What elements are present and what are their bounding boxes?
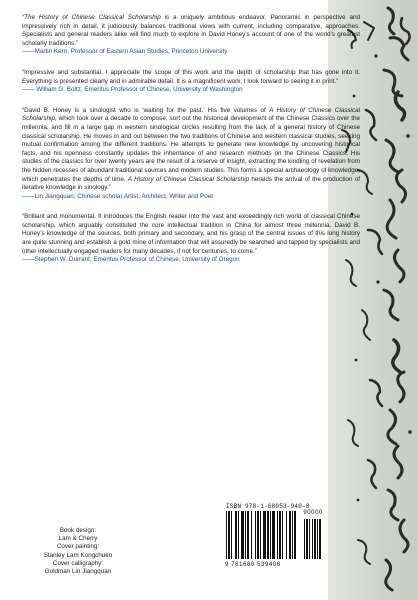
- quote-boltz: [22, 69, 360, 86]
- credit-line: Goldman Lin Jiangquan: [44, 568, 112, 576]
- credit-line: Stanley Lam Kongchuen: [43, 551, 113, 559]
- quote-text: is a uniquely ambitious endeavor. Panoramic in perspective and impressively rich in detail, it judiciously balances traditional views with current, including comparative, approaches. Specialists and general readers alike will find much to explore in David Honey’s account of one of the world’s greatest scholarly traditions.”: [22, 14, 360, 47]
- quote-text: “David B. Honey is a sinologist who is ‘waiting for the past.’ His five volumes of: [22, 106, 270, 114]
- quote-text: A History of Chinese Classical Scholarship: [22, 106, 361, 123]
- quote-text: “Brilliant and monumental. It introduces the English reader into the vast and exceedingly rich world of classical Chinese scholarship, which arguably constituted the core intellectual tradition in China for almost three millennia. David B. Honey’s knowledge of the sources, both primary and secondary, and his grasp of the central issues of this long history are quite stunning and establish a gold mine of information that will assuredly be searched and tapped by specialists and other intellectually engaged readers for many decades, if not for centuries, to come.”: [22, 213, 360, 255]
- isbn-label: ISBN 978-1-68053-940-8: [226, 503, 310, 510]
- attribution-durrant: ——Stephen W. Durrant, Emeritus Professor of Chinese, University of Oregon: [22, 256, 240, 264]
- credits: [22, 527, 134, 576]
- barcode-digits: [225, 510, 325, 568]
- quote-text: , which took over a decade to compose, sort out the historical development of the Chinese Classics over the millennia, and fill in a large gap in western sinological circles resulting from the lack of a general history of Chinese classical scholarship. He moves in and out between the two traditions of Chinese and western classical studies, seeking mutual confirmation among the different traditions. He attempts to generate new knowledge by uncovering historical facts, and his openness constantly updates the inheritance of and research methods on the Chinese Classics. His studies of the classics for over twenty years are the result of a reserve of insight, extracting the kindling of revelation from the hidden recesses of abundant traditional sources and modern studies. This forms a special archaeology of knowledge, which penetrates the depths of time.: [22, 115, 360, 183]
- quote-text: “The History of Chinese Classical Scholarship: [22, 14, 161, 21]
- isbn-barcode: [222, 499, 328, 573]
- quote-kern: [22, 14, 360, 48]
- barcode-bars: [226, 511, 324, 561]
- credit-line: Cover calligraphy:: [52, 559, 104, 567]
- quote-text: heralds the arrival of the production of iterative knowledge in sinology.”: [22, 175, 360, 192]
- attribution-kern: ——Martin Kern, Professor of Eastern Asian Studies, Princeton University: [22, 48, 228, 56]
- price-code: 90000: [303, 510, 323, 516]
- quote-lin: [22, 107, 360, 193]
- quote-durrant: [22, 213, 360, 256]
- attribution-boltz: —— William G. Boltz, Emeritus Professor of Chinese, University of Washington: [22, 86, 243, 94]
- quote-text: A History of Chinese Classical Scholarship: [127, 175, 250, 183]
- credit-line: Book design:: [59, 527, 97, 534]
- credit-line: Cover painting:: [56, 543, 100, 551]
- credit-line: Lam & Cherry: [58, 535, 98, 543]
- endorsements: [22, 14, 360, 275]
- attribution-lin: ——Lin Jiangquan, Chinese scholar,Artist, Architect, Writer and Poet: [22, 192, 213, 200]
- quote-text: “Impressive and substantial. I appreciate the scope of this work and the depth of scholarship that has gone into it. Everything is presented clearly and in admirable detail. It is a magnificent work; I look forward to seeing it in print.”: [22, 68, 360, 85]
- barcode-number: 9 781680 539408: [225, 562, 281, 568]
